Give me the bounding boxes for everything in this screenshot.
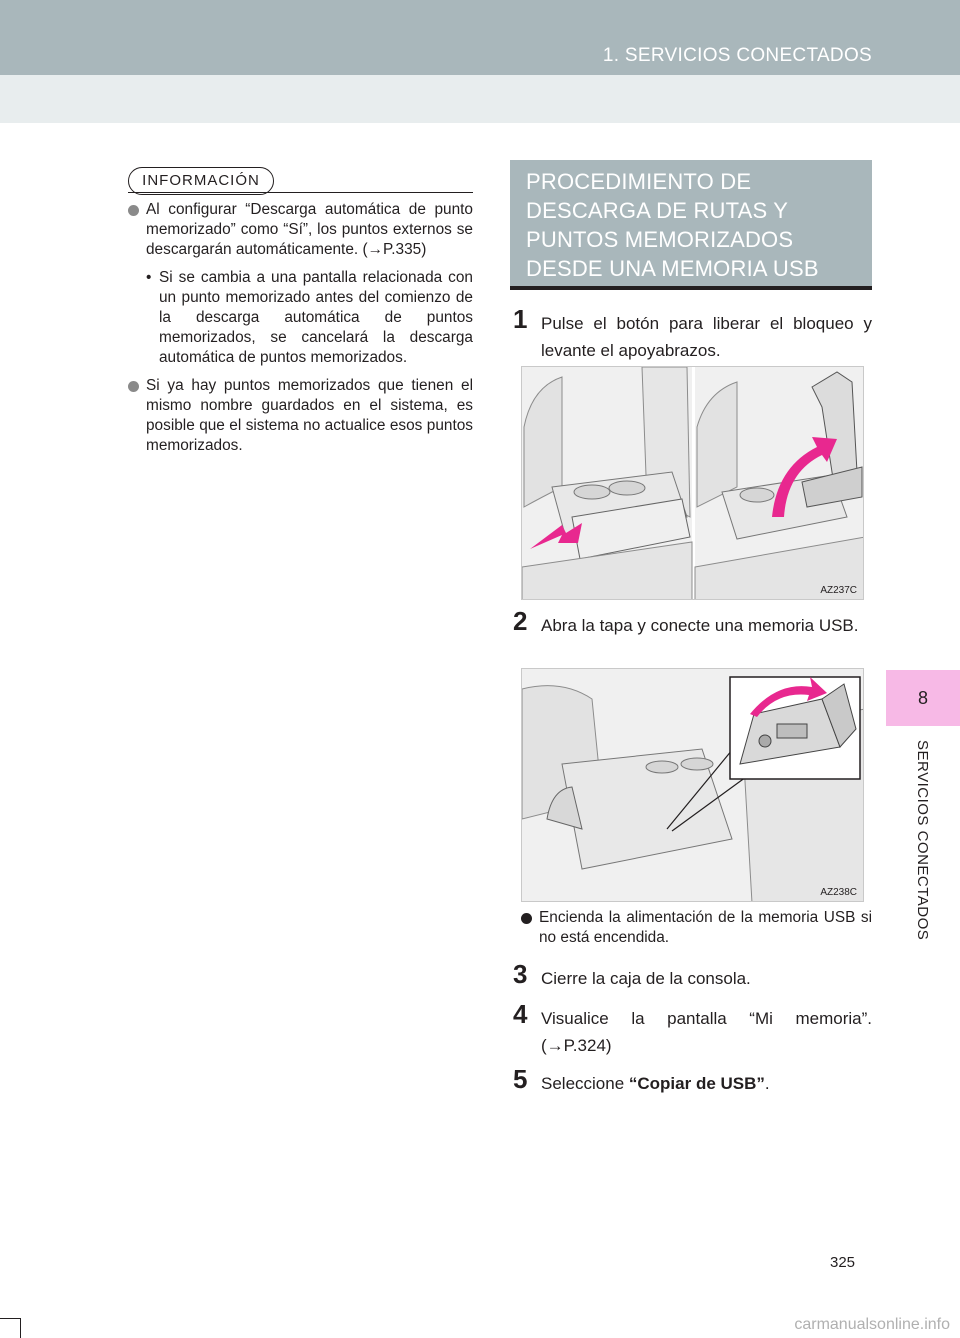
usb-drawing: [522, 669, 864, 902]
info-item-text: Si ya hay puntos memorizados que tienen el mismo nombre guardados en el sistema, es posible que el sistema no actualice esos puntos memorizados.: [146, 377, 473, 454]
info-badge: INFORMACIÓN: [128, 167, 274, 195]
note-text: Encienda la alimentación de la memoria USB si no está encendida.: [539, 909, 872, 946]
info-sub-item-text: Si se cambia a una pantalla relacionada con un punto memorizado antes del comienzo de la descarga automática de puntos memorizados, se cancelará la descarga automática de puntos memorizados.: [159, 269, 473, 366]
info-item-text: Al configurar “Descarga automática de punto memorizado” como “Sí”, los puntos externos se descargarán automáticamente. (→P.335): [146, 201, 473, 258]
armrest-illustration: [521, 366, 864, 600]
sub-bullet-icon: •: [146, 269, 152, 286]
page-number: 325: [830, 1254, 856, 1271]
info-list: [128, 200, 473, 464]
step-2: [510, 606, 872, 639]
step-5: [510, 1064, 872, 1097]
step-1: [510, 304, 872, 364]
step-number: 1: [513, 304, 528, 334]
usb-note: [521, 908, 872, 948]
crop-mark: [0, 1318, 20, 1319]
step-3: [510, 959, 872, 992]
armrest-drawing: [522, 367, 864, 600]
bullet-icon: [128, 205, 139, 216]
crop-mark: [20, 1318, 21, 1338]
step-text: Abra la tapa y conecte una memoria USB.: [541, 616, 859, 635]
info-item: [128, 376, 473, 456]
step-4: [510, 999, 872, 1059]
step-text-before: Seleccione: [541, 1074, 629, 1093]
step-text: Visualice la pantalla “Mi memoria”. (→P.324): [541, 1009, 872, 1055]
info-divider: [128, 192, 473, 193]
procedure-title: PROCEDIMIENTO DE DESCARGA DE RUTAS Y PUNTOS MEMORIZADOS DESDE UNA MEMORIA USB: [510, 160, 872, 290]
info-sub-item: [128, 268, 473, 368]
bullet-icon: [128, 381, 139, 392]
step-text: Cierre la caja de la consola.: [541, 969, 751, 988]
figure-code: AZ238C: [820, 887, 857, 898]
chapter-label: SERVICIOS CONECTADOS: [914, 740, 931, 941]
step-text: Pulse el botón para liberar el bloqueo y levante el apoyabrazos.: [541, 314, 872, 360]
footer-url[interactable]: carmanualsonline.info: [794, 1316, 950, 1333]
header-bar: [0, 0, 960, 75]
step-number: 5: [513, 1064, 528, 1094]
step-number: 2: [513, 606, 528, 636]
bullet-icon: [521, 913, 532, 924]
usb-illustration: [521, 668, 864, 902]
step-text-after: .: [764, 1074, 770, 1093]
section-title: 1. SERVICIOS CONECTADOS: [602, 45, 872, 66]
chapter-tab[interactable]: 8: [886, 670, 960, 726]
note-item: [521, 908, 872, 948]
figure-code: AZ237C: [820, 585, 857, 596]
step-text: [510, 1070, 872, 1097]
step-number: 3: [513, 959, 528, 989]
copy-usb-label: “Copiar de USB”: [628, 1074, 765, 1093]
header-bar-lower: [0, 75, 960, 123]
info-item: [128, 200, 473, 260]
step-number: 4: [513, 999, 528, 1029]
